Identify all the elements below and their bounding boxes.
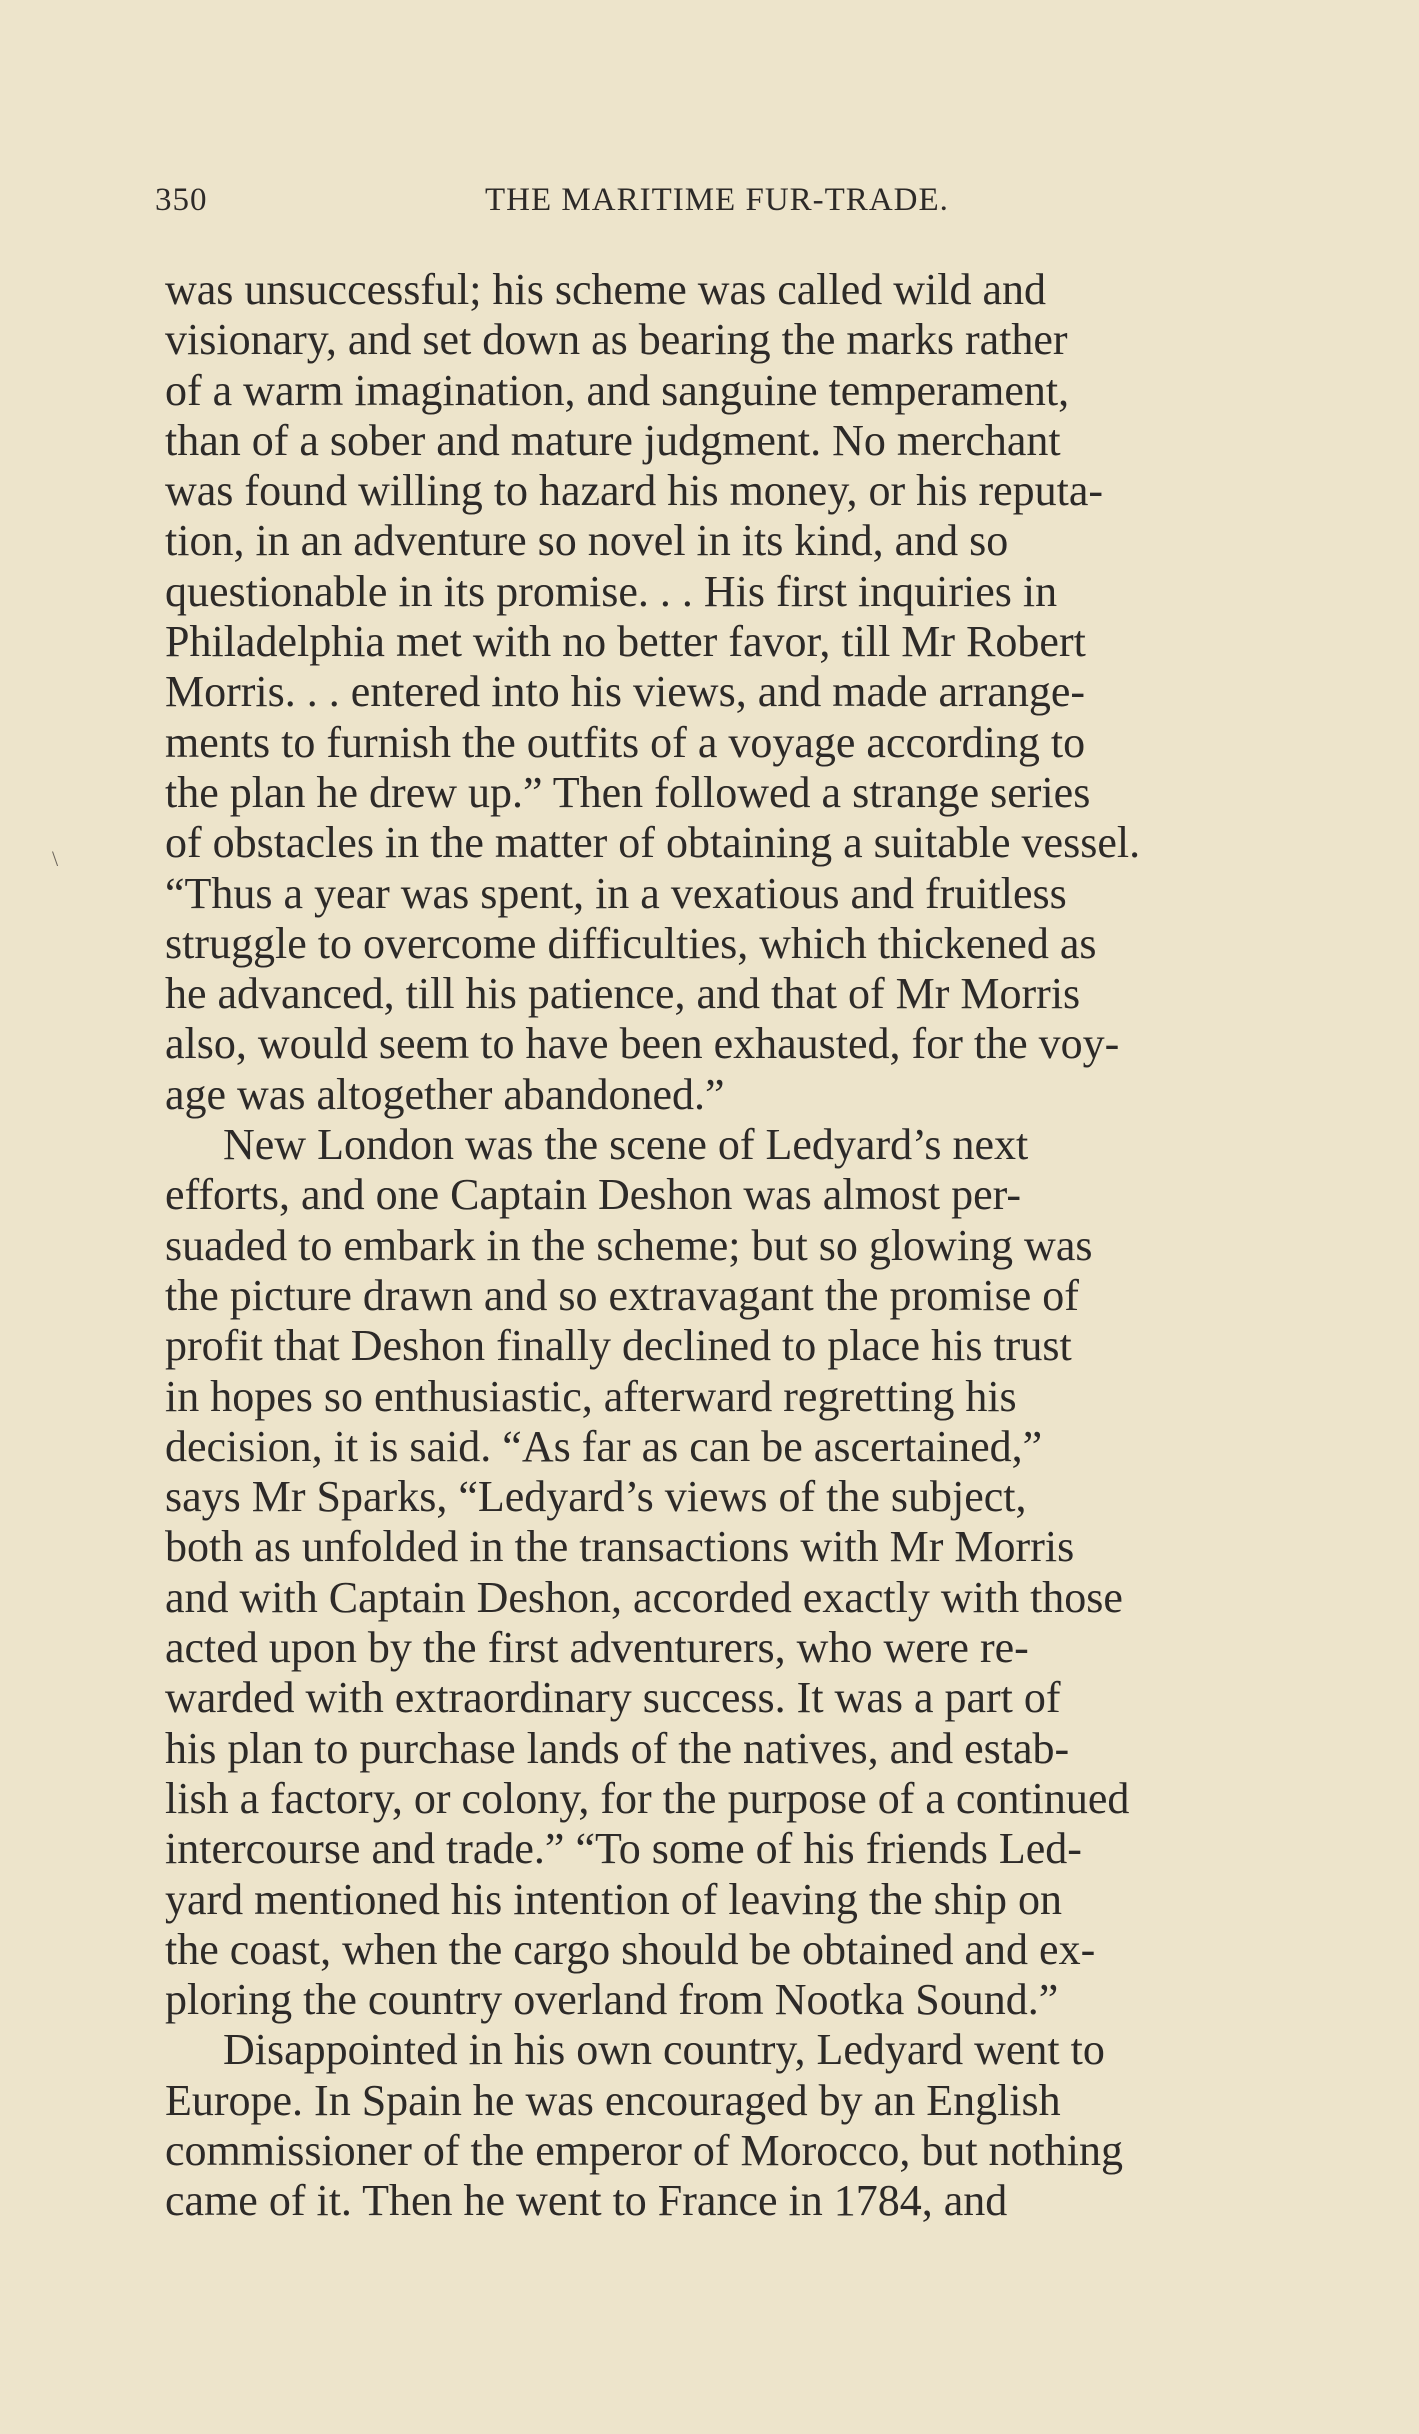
- text-line: Morris. . . entered into his views, and made arrange-: [165, 667, 1086, 717]
- text-line: acted upon by the first adventurers, who were re-: [165, 1623, 1029, 1673]
- text-line: than of a sober and mature judgment. No merchant: [165, 415, 1061, 465]
- text-line: and with Captain Deshon, accorded exactly with those: [165, 1572, 1123, 1622]
- text-line: ments to furnish the outfits of a voyage according to: [165, 717, 1086, 767]
- text-line: commissioner of the emperor of Morocco, but nothing: [165, 2125, 1124, 2175]
- running-head: THE MARITIME FUR-TRADE.: [485, 182, 949, 218]
- text-line: questionable in its promise. . . His first inquiries in: [165, 566, 1058, 616]
- text-line: says Mr Sparks, “Ledyard’s views of the subject,: [165, 1472, 1027, 1522]
- paragraph-start-line: New London was the scene of Ledyard’s next: [223, 1120, 1029, 1170]
- text-line: also, would seem to have been exhausted, for the voy-: [165, 1019, 1120, 1069]
- text-line: suaded to embark in the scheme; but so glowing was: [165, 1220, 1093, 1270]
- text-line: the plan he drew up.” Then followed a strange series: [165, 767, 1091, 817]
- text-line: of obstacles in the matter of obtaining a suitable vessel.: [165, 818, 1141, 868]
- text-line: his plan to purchase lands of the natives, and estab-: [165, 1723, 1070, 1773]
- text-line: Philadelphia met with no better favor, till Mr Robert: [165, 617, 1086, 667]
- text-line: efforts, and one Captain Deshon was almost per-: [165, 1170, 1022, 1220]
- text-line: the picture drawn and so extravagant the promise of: [165, 1270, 1079, 1320]
- body-text: [165, 265, 1315, 2227]
- page-number: 350: [155, 182, 208, 218]
- text-line: intercourse and trade.” “To some of his friends Led-: [165, 1824, 1082, 1874]
- page-header: [155, 182, 1315, 232]
- text-line: the coast, when the cargo should be obtained and ex-: [165, 1924, 1096, 1974]
- text-line: came of it. Then he went to France in 1784, and: [165, 2176, 1008, 2226]
- text-line: lish a factory, or colony, for the purpose of a continued: [165, 1773, 1130, 1823]
- margin-mark: \: [52, 846, 59, 871]
- text-line: of a warm imagination, and sanguine temperament,: [165, 365, 1070, 415]
- text-line: decision, it is said. “As far as can be ascertained,”: [165, 1421, 1043, 1471]
- text-line: tion, in an adventure so novel in its kind, and so: [165, 516, 1009, 566]
- text-line: ploring the country overland from Nootka Sound.”: [165, 1975, 1059, 2025]
- text-line: both as unfolded in the transactions with Mr Morris: [165, 1522, 1075, 1572]
- text-line: age was altogether abandoned.”: [165, 1069, 725, 1119]
- text-line: he advanced, till his patience, and that of Mr Morris: [165, 969, 1081, 1019]
- text-line: Europe. In Spain he was encouraged by an English: [165, 2075, 1061, 2125]
- text-line: warded with extraordinary success. It was a part of: [165, 1673, 1061, 1723]
- paragraph-start-line: Disappointed in his own country, Ledyard went to: [223, 2025, 1105, 2075]
- text-line: “Thus a year was spent, in a vexatious and fruitless: [165, 868, 1067, 918]
- text-line: was found willing to hazard his money, or his reputa-: [165, 466, 1104, 516]
- text-line: was unsuccessful; his scheme was called wild and: [165, 265, 1046, 314]
- text-line: profit that Deshon finally declined to place his trust: [165, 1321, 1072, 1371]
- text-line: visionary, and set down as bearing the marks rather: [165, 315, 1068, 365]
- text-line: struggle to overcome difficulties, which thickened as: [165, 918, 1097, 968]
- text-line: in hopes so enthusiastic, afterward regretting his: [165, 1371, 1017, 1421]
- text-line: yard mentioned his intention of leaving the ship on: [165, 1874, 1062, 1924]
